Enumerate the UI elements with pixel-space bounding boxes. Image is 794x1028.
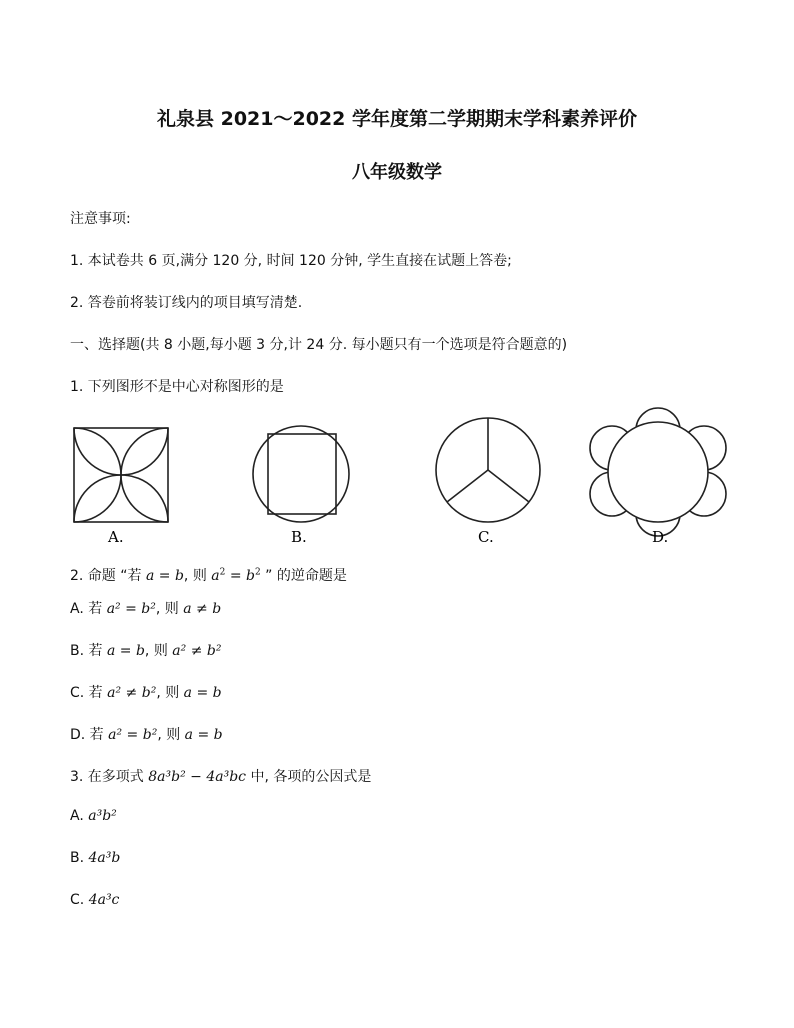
q2-option-b: B. 若 a = b, 则 a² ≠ b² — [70, 643, 222, 659]
q3-option-c: C. 4a³c — [70, 892, 120, 908]
q2-stem-math1: a = b — [145, 568, 184, 584]
figure-b-label: B. — [291, 528, 307, 546]
note-item-1: 1. 本试卷共 6 页,满分 120 分, 时间 120 分钟, 学生直接在试题上答卷; — [70, 253, 512, 269]
section-heading: 一、选择题(共 8 小题,每小题 3 分,计 24 分. 每小题只有一个选项是符合题意的) — [70, 337, 568, 353]
page-title: 礼泉县 2021～2022 学年度第二学期期末学科素养评价 — [157, 108, 637, 130]
q3-option-a: A. a³b² — [70, 808, 117, 824]
q3-option-b: B. 4a³b — [70, 850, 121, 866]
note-item-2: 2. 答卷前将装订线内的项目填写清楚. — [70, 295, 303, 311]
figure-c-label: C. — [478, 528, 494, 546]
figure-a-label: A. — [108, 528, 124, 546]
q2-option-d: D. 若 a² = b², 则 a = b — [70, 727, 223, 743]
q2-stem-pre: 2. 命题 “若 — [70, 568, 146, 584]
question-1-figures — [70, 402, 730, 552]
page-subtitle: 八年级数学 — [352, 162, 442, 183]
figure-d-label: D. — [652, 528, 669, 546]
figure-c-shape — [436, 418, 540, 522]
figure-d-shape — [590, 408, 726, 536]
question-1-stem: 1. 下列图形不是中心对称图形的是 — [70, 379, 284, 395]
notes-heading: 注意事项: — [70, 211, 131, 227]
figure-b-shape — [253, 426, 349, 522]
question-2-stem — [70, 565, 347, 585]
q2-stem-mid: , 则 — [183, 568, 212, 584]
q2-option-c: C. 若 a² ≠ b², 则 a = b — [70, 685, 222, 701]
question-3-stem: 3. 在多项式 8a³b² − 4a³bc 中, 各项的公因式是 — [70, 769, 372, 785]
figures-svg — [70, 402, 730, 552]
q2-option-a: A. 若 a² = b², 则 a ≠ b — [70, 601, 222, 617]
figure-a-shape — [74, 428, 168, 522]
q2-stem-post: ” 的逆命题是 — [260, 568, 347, 584]
q2-stem-math2: $a^2 = b^2$ — [211, 567, 261, 584]
